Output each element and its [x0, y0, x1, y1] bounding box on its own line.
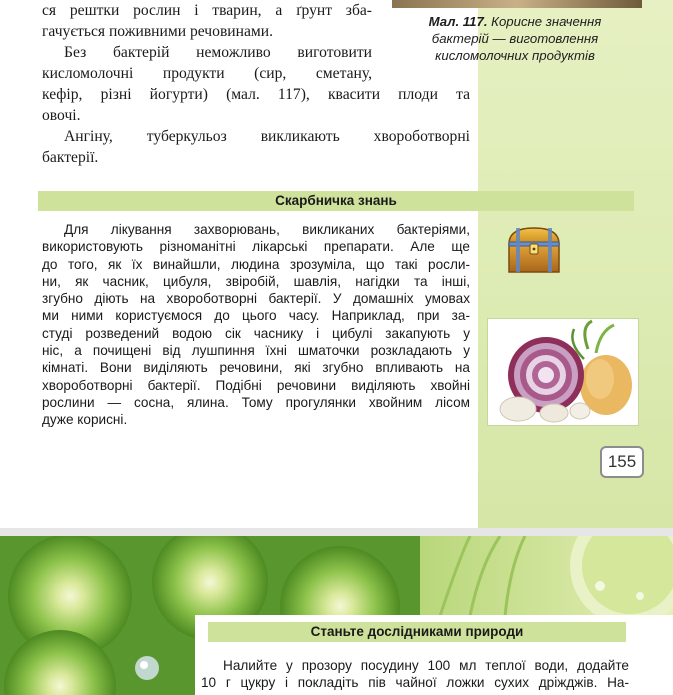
- explore-line: Налийте у прозору посудину 100 мл теплої води, додайте: [223, 658, 629, 673]
- caption-number: Мал. 117.: [428, 14, 488, 29]
- paragraph-1: [42, 0, 470, 42]
- knowledge-line: ніс, а почищені від лушпиння їхні шматочки розкладають у: [42, 343, 470, 359]
- explore-line: 10 г цукру і покладіть пів чайної ложки сухих дріжджів. На-: [201, 675, 629, 691]
- paragraph-3: [42, 126, 470, 168]
- knowledge-line: дуже корисні.: [42, 412, 128, 428]
- body-line: Без бактерій неможливо виготовити: [64, 44, 372, 61]
- treasure-chest-icon: [503, 222, 565, 278]
- body-line: бактерії.: [42, 149, 99, 166]
- caption-line-2: бактерій — виготовлення: [431, 31, 599, 46]
- onion-garlic-photo: [487, 318, 639, 426]
- body-line: ся рештки рослин і тварин, а ґрунт зба-: [42, 2, 372, 19]
- explore-section-text: [201, 657, 629, 692]
- knowledge-line: згубно діють на хвороботворні бактерії. У домашніх умовах: [42, 291, 470, 307]
- body-line: кисломолочні продукти (сир, сметану,: [42, 65, 372, 82]
- page-number: 155: [600, 446, 644, 478]
- paragraph-2: [42, 42, 470, 126]
- knowledge-line: до того, як їх винайшли, людина зрозуміла, що такі росли-: [42, 256, 470, 272]
- knowledge-line: хвороботворні бактерії. Подібні речовини виділяють хвойні: [42, 377, 470, 393]
- caption-line-3: кисломолочних продуктів: [435, 48, 595, 63]
- explore-section-title: Станьте дослідниками природи: [208, 622, 626, 642]
- body-line: Ангіну, туберкульоз викликають хвороботворні: [64, 128, 470, 145]
- knowledge-line: ни, як часник, цибуля, звіробій, шавлія, нагідки та інші,: [42, 273, 470, 289]
- knowledge-line: використовують різноманітні лікарські препарати. Але ще: [42, 239, 470, 255]
- onion-garlic-illustration: [488, 319, 638, 425]
- knowledge-line: студі розведений водою сік часнику і цибулі закапують у: [42, 325, 470, 341]
- knowledge-line: рослини — сосна, ялина. Тому прогулянки хвойним лісом: [42, 394, 470, 410]
- knowledge-box-text: [42, 221, 470, 429]
- body-line: гачується поживними речовинами.: [42, 23, 274, 40]
- page-separator: [0, 528, 673, 536]
- body-line: овочі.: [42, 107, 81, 124]
- knowledge-line: кімнаті. Вони виділяють речовини, які згубно впливають на: [42, 360, 470, 376]
- body-line: кефір, різні йогурти) (мал. 117), квасити плоди та: [42, 86, 470, 103]
- main-body-text: [42, 0, 470, 168]
- knowledge-line: ми ними користуємося до цього часу. Наприклад, при за-: [42, 308, 470, 324]
- knowledge-line: Для лікування захворювань, викликаних бактеріями,: [64, 222, 470, 237]
- knowledge-box-title: Скарбничка знань: [38, 191, 634, 211]
- textbook-next-page: [0, 536, 673, 695]
- caption-line-1: Корисне значення: [491, 14, 602, 29]
